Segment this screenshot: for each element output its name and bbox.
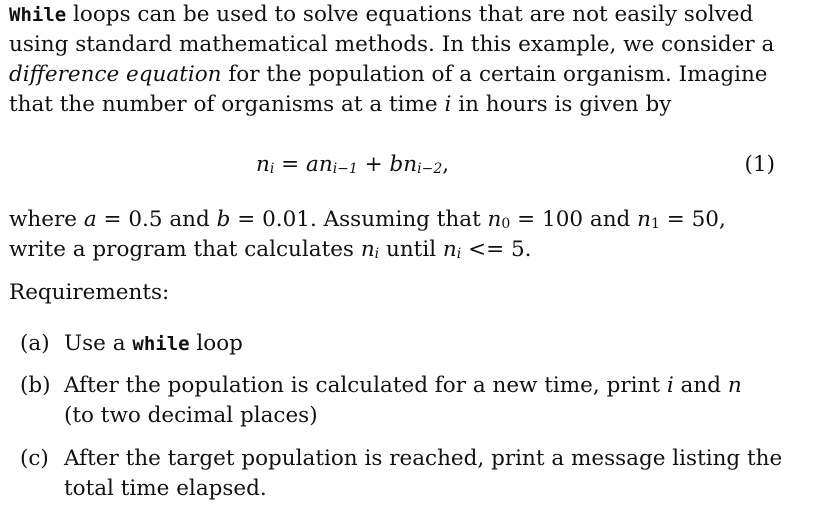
var-b: b xyxy=(216,207,231,232)
requirement-b xyxy=(20,371,742,401)
while-code: while xyxy=(132,333,190,355)
intro-line-4 xyxy=(9,90,671,120)
requirements-title: Requirements: xyxy=(9,280,170,305)
cond-threshold: <= 5. xyxy=(461,237,532,262)
var-ni-2-sub: i xyxy=(456,246,462,262)
requirement-c-line-2: total time elapsed. xyxy=(64,476,267,501)
intro-line-4-text-b: in hours is given by xyxy=(451,92,672,117)
req-var-i: i xyxy=(666,373,674,398)
eq-comma: , xyxy=(442,152,450,177)
cond-a-value: = 0.5 and xyxy=(96,207,217,232)
cond-b-value: = 0.01. Assuming that xyxy=(230,207,488,232)
equation-number: (1) xyxy=(744,152,775,177)
eq-term-2: bn xyxy=(389,152,418,177)
while-keyword: While xyxy=(9,4,67,26)
cond-n1-value: = 50, xyxy=(659,207,726,232)
var-ni-2: n xyxy=(442,237,457,262)
difference-equation-term: difference equation xyxy=(9,62,222,87)
cond-text-until: until xyxy=(379,237,443,262)
eq-lhs: n xyxy=(256,152,270,177)
requirement-a-label: (a) xyxy=(20,331,50,356)
var-n1: n xyxy=(637,207,652,232)
cond-text-calculates: write a program that calculates xyxy=(9,237,361,262)
conditions-line-2 xyxy=(9,235,531,265)
requirement-a xyxy=(20,329,243,359)
intro-line-4-text-a: that the number of organisms at a time xyxy=(9,92,445,117)
var-i: i xyxy=(444,92,452,117)
eq-term-1-sub: i−1 xyxy=(332,161,358,177)
intro-line-1-text: loops can be used to solve equations that are not easily solved xyxy=(66,2,754,27)
intro-line-2: using standard mathematical methods. In this example, we consider a xyxy=(9,32,775,57)
intro-line-3-text: for the population of a certain organism. Imagine xyxy=(221,62,768,87)
requirement-b-line-2: (to two decimal places) xyxy=(64,403,318,428)
requirement-b-text-1: After the population is calculated for a new time, print xyxy=(64,373,667,398)
var-a: a xyxy=(83,207,97,232)
var-n0: n xyxy=(487,207,502,232)
requirement-c xyxy=(20,444,782,474)
eq-equals: = xyxy=(274,152,307,177)
var-n0-sub: 0 xyxy=(501,216,511,232)
conditions-line-1 xyxy=(9,205,726,235)
requirement-a-text-2: loop xyxy=(189,331,243,356)
req-var-n: n xyxy=(727,373,742,398)
cond-text-where: where xyxy=(9,207,84,232)
eq-term-2-sub: i−2 xyxy=(417,161,443,177)
var-ni: n xyxy=(360,237,375,262)
cond-n0-value: = 100 and xyxy=(510,207,638,232)
eq-plus: + xyxy=(357,152,390,177)
intro-line-3 xyxy=(9,60,768,90)
requirement-c-text-1: After the target population is reached, print a message listing the xyxy=(64,446,783,471)
difference-equation xyxy=(0,150,840,180)
requirement-a-text-1: Use a xyxy=(64,331,133,356)
requirement-b-label: (b) xyxy=(20,373,51,398)
var-ni-sub: i xyxy=(374,246,380,262)
eq-lhs-sub: i xyxy=(269,161,275,177)
intro-line-1 xyxy=(9,0,753,30)
requirement-c-label: (c) xyxy=(20,446,49,471)
requirement-b-text-2: and xyxy=(673,373,728,398)
equation-body xyxy=(256,150,449,180)
eq-term-1: an xyxy=(306,152,333,177)
var-n1-sub: 1 xyxy=(651,216,660,232)
